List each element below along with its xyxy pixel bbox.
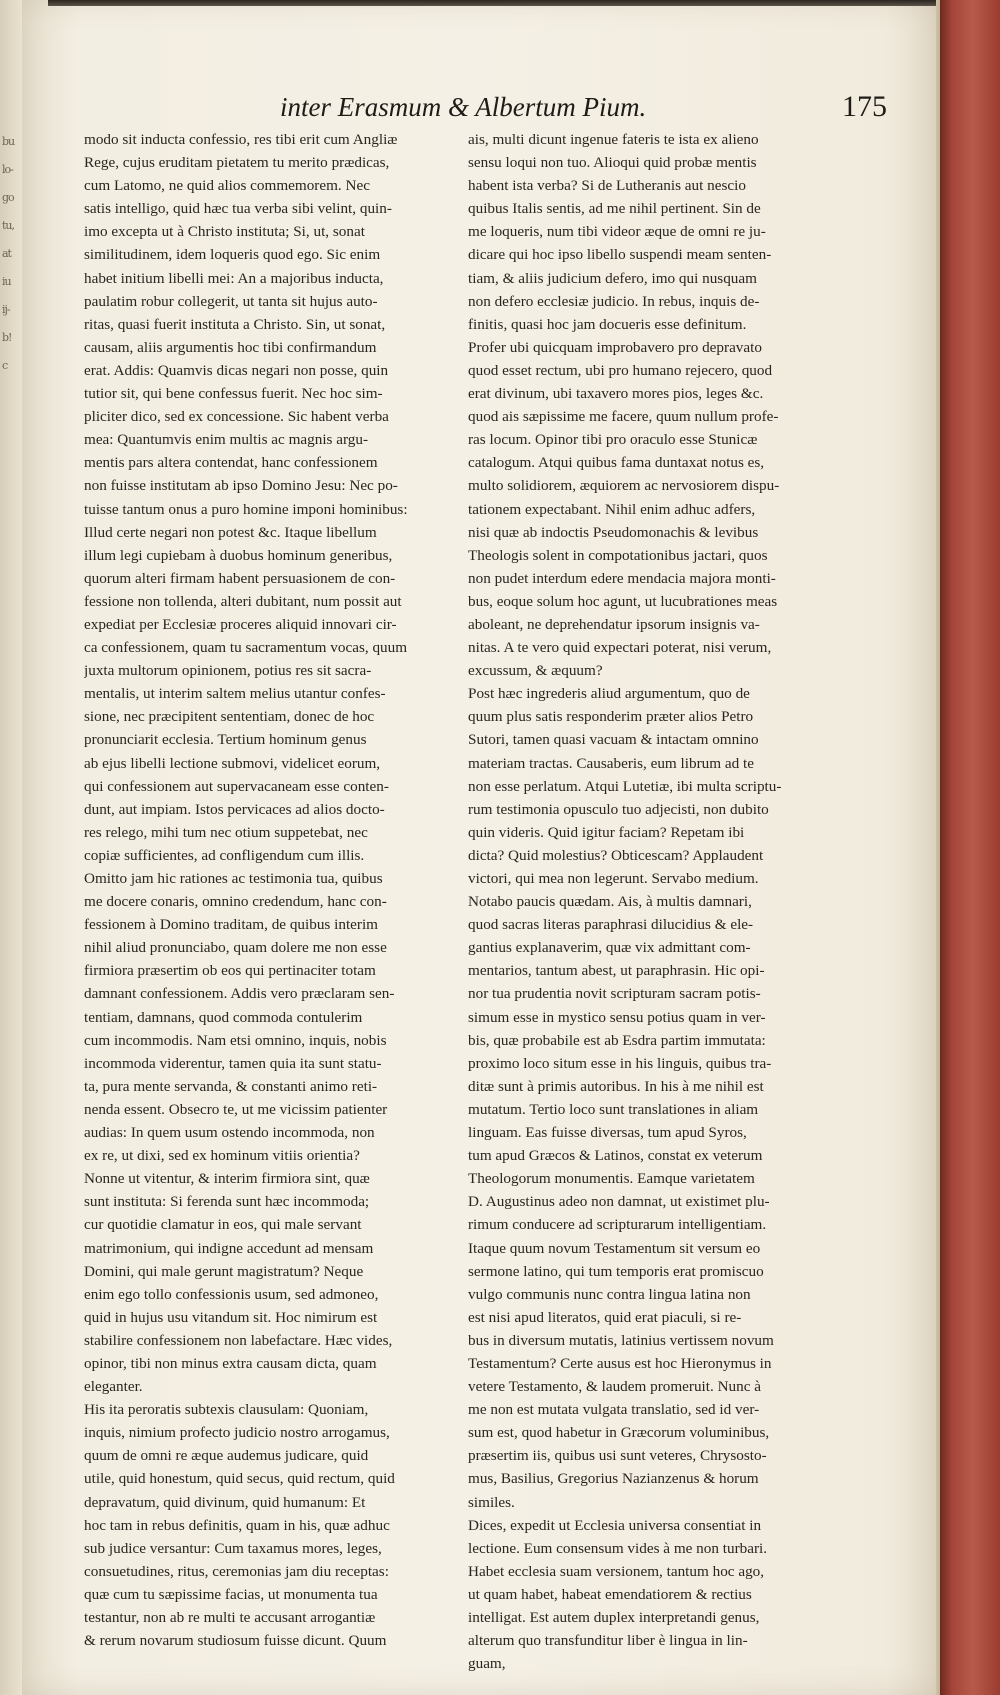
text-line: ca confessionem, quam tu sacramentum vocas, quum <box>84 639 408 657</box>
text-line: aboleant, ne deprehendatur ipsorum insignis va- <box>468 615 760 633</box>
text-line: Rege, cujus eruditam pietatem tu merito prædicas, <box>84 154 390 172</box>
text-line: hoc tam in rebus definitis, quam in his, quæ adhuc <box>84 1516 390 1534</box>
text-line: quid in hujus usu vitandum sit. Hoc nimirum est <box>84 1308 378 1326</box>
text-line: Testamentum? Certe ausus est hoc Hieronymus in <box>468 1354 772 1372</box>
text-line: Theologorum monumentis. Eamque varietatem <box>468 1170 755 1188</box>
text-line: qui confessionem aut supervacaneam esse conten- <box>84 777 389 795</box>
text-line: mentalis, ut interim saltem melius utantur confes- <box>84 685 386 703</box>
text-line: sermone latino, qui tum temporis erat promiscuo <box>468 1262 764 1280</box>
text-line: vetere Testamento, & laudem promeruit. Nunc à <box>468 1378 762 1396</box>
gutter-fragment: c <box>2 359 8 372</box>
text-line: cur quotidie clamatur in eos, qui male servant <box>84 1216 362 1234</box>
left-text-column <box>84 128 484 1652</box>
text-line: quod esset rectum, ubi pro humano rejecero, quod <box>468 361 773 379</box>
text-line: Omitto jam hic rationes ac testimonia tua, quibus <box>84 870 383 887</box>
text-line: sunt instituta: Si ferenda sunt hæc incommoda; <box>84 1193 370 1211</box>
text-line: fessionem à Domino traditam, de quibus interim <box>84 916 378 934</box>
text-line: rum testimonia opusculo tuo adjecisti, non dubito <box>468 800 769 818</box>
text-line: mea: Quantumvis enim multis ac magnis argu- <box>84 431 369 449</box>
text-line: Notabo paucis quædam. Ais, à multis damnari, <box>468 893 752 911</box>
text-line: non fuisse institutam ab ipso Domino Jesu: Nec po- <box>84 477 398 495</box>
text-line: Post hæc ingrederis aliud argumentum, quo de <box>468 685 750 703</box>
text-line: nenda essent. Obsecro te, ut me vicissim patienter <box>84 1100 388 1118</box>
text-line: erat divinum, ubi taxavero mores pios, leges &c. <box>468 385 764 403</box>
text-line: modo sit inducta confessio, res tibi erit cum Angliæ <box>84 131 398 148</box>
text-line: His ita peroratis subtexis clausulam: Quoniam, <box>84 1401 369 1419</box>
text-line: tiam, & aliis judicium defero, imo qui nusquam <box>468 269 757 287</box>
text-line: cum Latomo, ne quid alios commemorem. Nec <box>84 177 370 195</box>
text-line: Nonne ut vitentur, & interim firmiora sint, quæ <box>84 1170 370 1188</box>
text-line: quod ais sæpissime me facere, quum nullum profe- <box>468 408 779 426</box>
red-page-edges <box>940 0 1000 1695</box>
text-line: guam, <box>468 1655 506 1673</box>
text-line: quum plus satis responderim præter alios Petro <box>468 708 754 726</box>
text-line: imo excepta ut à Christo instituta; Si, ut, sonat <box>84 223 365 241</box>
text-line: Illud certe negari non potest &c. Itaque libellum <box>84 523 377 541</box>
gutter-fragment: lo- <box>2 163 13 176</box>
text-line: tutior sit, qui bene confessus fuerit. Nec hoc sim- <box>84 385 383 403</box>
text-line: ut quam habet, habeat emendatiorem & rectius <box>468 1585 752 1603</box>
text-line: similes. <box>468 1493 515 1511</box>
text-line: Profer ubi quicquam improbavero pro depravato <box>468 338 762 356</box>
text-line: nor tua prudentia novit scripturam sacram potis- <box>468 985 761 1003</box>
gutter-fragment: b! <box>2 331 12 344</box>
text-line: tentiam, damnans, quod commoda contulerim <box>84 1008 363 1026</box>
text-line: similitudinem, idem loqueris quod ego. Sic enim <box>84 246 381 264</box>
gutter-text-fragments <box>2 128 16 380</box>
text-line: intelligat. Est autem duplex interpretandi genus, <box>468 1609 760 1626</box>
text-line: catalogum. Atqui quibus fama duntaxat notus es, <box>468 454 765 472</box>
text-line: gantius explanaverim, quæ vix admittant com- <box>468 939 751 957</box>
text-line: fessione non tollenda, alteri dubitant, num possit aut <box>84 592 402 610</box>
text-line: firmiora præsertim ob eos qui pertinaciter totam <box>84 962 376 980</box>
text-line: quum de omni re æque audemus judicare, quid <box>84 1447 369 1465</box>
text-line: consuetudines, ritus, ceremonias jam diu receptas: <box>84 1562 389 1580</box>
text-line: bis, quæ probabile est ab Esdra partim immutata: <box>468 1031 766 1049</box>
text-line: rimum conducere ad scripturarum intelligentiam. <box>468 1216 767 1234</box>
text-line: erat. Addis: Quamvis dicas negari non posse, quin <box>84 361 389 379</box>
text-line: linguam. Eas fuisse diversas, tum apud Syros, <box>468 1124 747 1142</box>
text-line: paulatim robur collegerit, ut tanta sit hujus auto- <box>84 292 378 310</box>
text-line: Domini, qui male gerunt magistratum? Neque <box>84 1262 364 1280</box>
text-line: sum est, quod habetur in Græcorum voluminibus, <box>468 1424 770 1442</box>
text-line: cum incommodis. Nam etsi omnino, inquis, nobis <box>84 1031 387 1049</box>
text-line: quibus Italis sentis, ad me nihil pertinent. Sin de <box>468 200 761 218</box>
text-line: ditæ sunt à primis autoribus. In his à me nihil est <box>468 1077 764 1095</box>
text-line: habent ista verba? Si de Lutheranis aut nescio <box>468 177 746 195</box>
text-line: eleganter. <box>84 1378 143 1396</box>
text-line: D. Augustinus adeo non damnat, ut existimet plu- <box>468 1193 770 1211</box>
text-line: dicta? Quid molestius? Obticescam? Applaudent <box>468 846 764 864</box>
text-line: non pudet interdum edere mendacia majora monti- <box>468 569 776 587</box>
text-line: me docere conaris, omnino credendum, hanc con- <box>84 893 387 911</box>
text-line: præsertim iis, quibus usi sunt veteres, Chrysosto- <box>468 1447 767 1465</box>
text-line: mentarios, tantum abest, ut paraphrasin. Hic opi- <box>468 962 765 980</box>
text-line: quod sacras literas paraphrasi dilucidius & ele- <box>468 916 754 934</box>
text-line: & rerum novarum studiosum fuisse dicunt. Quum <box>84 1632 387 1650</box>
top-edge <box>48 0 938 6</box>
running-head-title: inter Erasmum & Albertum Pium. <box>280 92 647 122</box>
text-line: ta, pura mente servanda, & constanti animo reti- <box>84 1077 378 1095</box>
text-line: bus in diversum mutatis, latinius vertissem novum <box>468 1331 774 1349</box>
text-line: proximo loco situm esse in his linguis, quibus tra- <box>468 1054 772 1072</box>
text-line: multo solidiorem, æquiorem ac nervosiorem dispu- <box>468 477 780 495</box>
text-line: opinor, tibi non minus extra causam dicta, quam <box>84 1354 377 1372</box>
text-line: pronunciarit ecclesia. Tertium hominum genus <box>84 731 367 749</box>
text-line: excussum, & æquum? <box>468 662 603 680</box>
text-line: res relego, mihi tum nec otium suppetebat, nec <box>84 823 368 841</box>
text-line: ais, multi dicunt ingenue fateris te ista ex alieno <box>468 131 759 148</box>
book-gutter <box>0 0 22 1695</box>
running-head <box>22 92 922 128</box>
text-line: Dices, expedit ut Ecclesia universa consentiat in <box>468 1516 762 1534</box>
text-line: ab ejus libelli lectione submovi, videlicet eorum, <box>84 754 381 772</box>
text-line: Itaque quum novum Testamentum sit versum eo <box>468 1239 761 1257</box>
gutter-fragment: tu, <box>2 219 15 232</box>
text-line: sub judice versantur: Cum taxamus mores, leges, <box>84 1539 382 1557</box>
text-line: illum legi cupiebam à duobus hominum generibus, <box>84 546 393 564</box>
text-line: bus, eoque solum hoc agunt, ut lucubrationes meas <box>468 592 778 610</box>
text-line: ritas, quasi fuerit instituta a Christo. Sin, ut sonat, <box>84 315 386 333</box>
text-line: non defero ecclesiæ judicio. In rebus, inquis de- <box>468 292 760 310</box>
text-line: pliciter dico, sed ex concessione. Sic habent verba <box>84 408 389 426</box>
text-line: quin videris. Quid igitur faciam? Repetam ibi <box>468 823 745 841</box>
text-line: me loqueris, num tibi videor æque de omni re ju- <box>468 223 766 241</box>
gutter-fragment: go <box>2 191 14 204</box>
text-line: causam, aliis argumentis hoc tibi confirmandum <box>84 338 377 356</box>
text-line: est nisi apud literatos, quid erat piaculi, si re- <box>468 1308 742 1326</box>
gutter-fragment: at <box>2 247 11 260</box>
text-line: simum esse in mystico sensu potius quam in ver- <box>468 1008 766 1026</box>
text-line: satis intelligo, quid hæc tua verba sibi velint, quin- <box>84 200 392 218</box>
text-line: mus, Basilius, Gregorius Nazianzenus & horum <box>468 1470 759 1488</box>
text-line: materiam tractas. Causaberis, eum librum ad te <box>468 754 754 772</box>
gutter-fragment: bu <box>2 135 15 148</box>
right-text-column <box>468 128 888 1675</box>
text-line: inquis, nimium profecto judicio nostro arrogamus, <box>84 1424 390 1442</box>
text-line: alterum quo transfunditur liber è lingua in lin- <box>468 1632 748 1650</box>
text-line: vulgo communis nunc contra lingua latina non <box>468 1285 751 1303</box>
text-line: Sutori, tamen quasi vacuam & intactam omnino <box>468 731 759 749</box>
text-line: nitas. A te vero quid expectari poterat, nisi verum, <box>468 639 772 657</box>
text-line: audias: In quem usum ostendo incommoda, non <box>84 1124 375 1142</box>
text-line: expediat per Ecclesiæ proceres aliquid innovari cir- <box>84 615 397 633</box>
text-line: lectione. Eum consensum vides à me non turbari. <box>468 1539 768 1557</box>
gutter-fragment: ij- <box>2 303 10 316</box>
text-line: nisi quæ ab indoctis Pseudomonachis & levibus <box>468 523 759 541</box>
text-line: sensu loqui non tuo. Alioqui quid probæ mentis <box>468 154 757 172</box>
text-line: enim ego tollo confessionis usum, sed admoneo, <box>84 1285 379 1303</box>
text-line: matrimonium, qui indigne accedunt ad mensam <box>84 1239 374 1257</box>
text-line: victori, qui mea non legerunt. Servabo medium. <box>468 870 759 887</box>
text-line: utile, quid honestum, quid secus, quid rectum, quid <box>84 1470 395 1488</box>
text-line: stabilire confessionem non labefactare. Hæc vides, <box>84 1331 393 1349</box>
text-line: ras locum. Opinor tibi pro oraculo esse Stunicæ <box>468 431 758 449</box>
book-page <box>22 0 940 1695</box>
text-line: copiæ sufficientes, ad confligendum cum illis. <box>84 846 365 864</box>
gutter-fragment: iu <box>2 275 11 288</box>
text-line: nihil aliud pronunciabo, quam dolere me non esse <box>84 939 387 957</box>
page-number: 175 <box>842 90 887 123</box>
text-line: juxta multorum opinionem, potius res sit sacra- <box>84 662 372 680</box>
text-line: mutatum. Tertio loco sunt translationes in aliam <box>468 1100 759 1118</box>
text-line: depravatum, quid divinum, quid humanum: Et <box>84 1493 366 1511</box>
text-line: tum apud Græcos & Latinos, constat ex veterum <box>468 1147 763 1165</box>
text-line: incommoda viderentur, tamen quia ita sunt statu- <box>84 1054 382 1072</box>
text-line: tuisse tantum onus a puro homine imponi hominibus: <box>84 500 408 518</box>
text-line: finitis, quasi hoc jam docueris esse definitum. <box>468 315 747 333</box>
text-line: habet initium libelli mei: An a majoribus inducta, <box>84 269 384 287</box>
text-line: sione, nec præcipitent sententiam, donec de hoc <box>84 708 375 726</box>
text-line: Theologis solent in compotationibus jactari, quos <box>468 546 768 564</box>
text-line: testantur, non ab re multi te accusant arrogantiæ <box>84 1609 376 1626</box>
text-line: Habet ecclesia suam versionem, tantum hoc ago, <box>468 1562 765 1580</box>
text-line: ex re, ut dixi, sed ex hominum vitiis orientia? <box>84 1147 360 1165</box>
text-line: quorum alteri firmam habent persuasionem de con- <box>84 569 396 587</box>
text-line: damnant confessionem. Addis vero præclaram sen- <box>84 985 395 1003</box>
text-line: quæ cum tu sæpissime facias, ut monumenta tua <box>84 1585 378 1603</box>
text-line: mentis pars altera contendat, hanc confessionem <box>84 454 378 472</box>
text-line: dicare qui hoc ipso libello suspendi meam senten- <box>468 246 772 264</box>
text-line: me non est mutata vulgata translatio, sed id ver- <box>468 1401 760 1419</box>
text-line: tationem expectabant. Nihil enim adhuc adfers, <box>468 500 756 518</box>
text-line: dunt, aut impiam. Istos pervicaces ad alios docto- <box>84 800 385 818</box>
text-line: non esse perlatum. Atqui Lutetiæ, ibi multa scriptu- <box>468 777 782 795</box>
